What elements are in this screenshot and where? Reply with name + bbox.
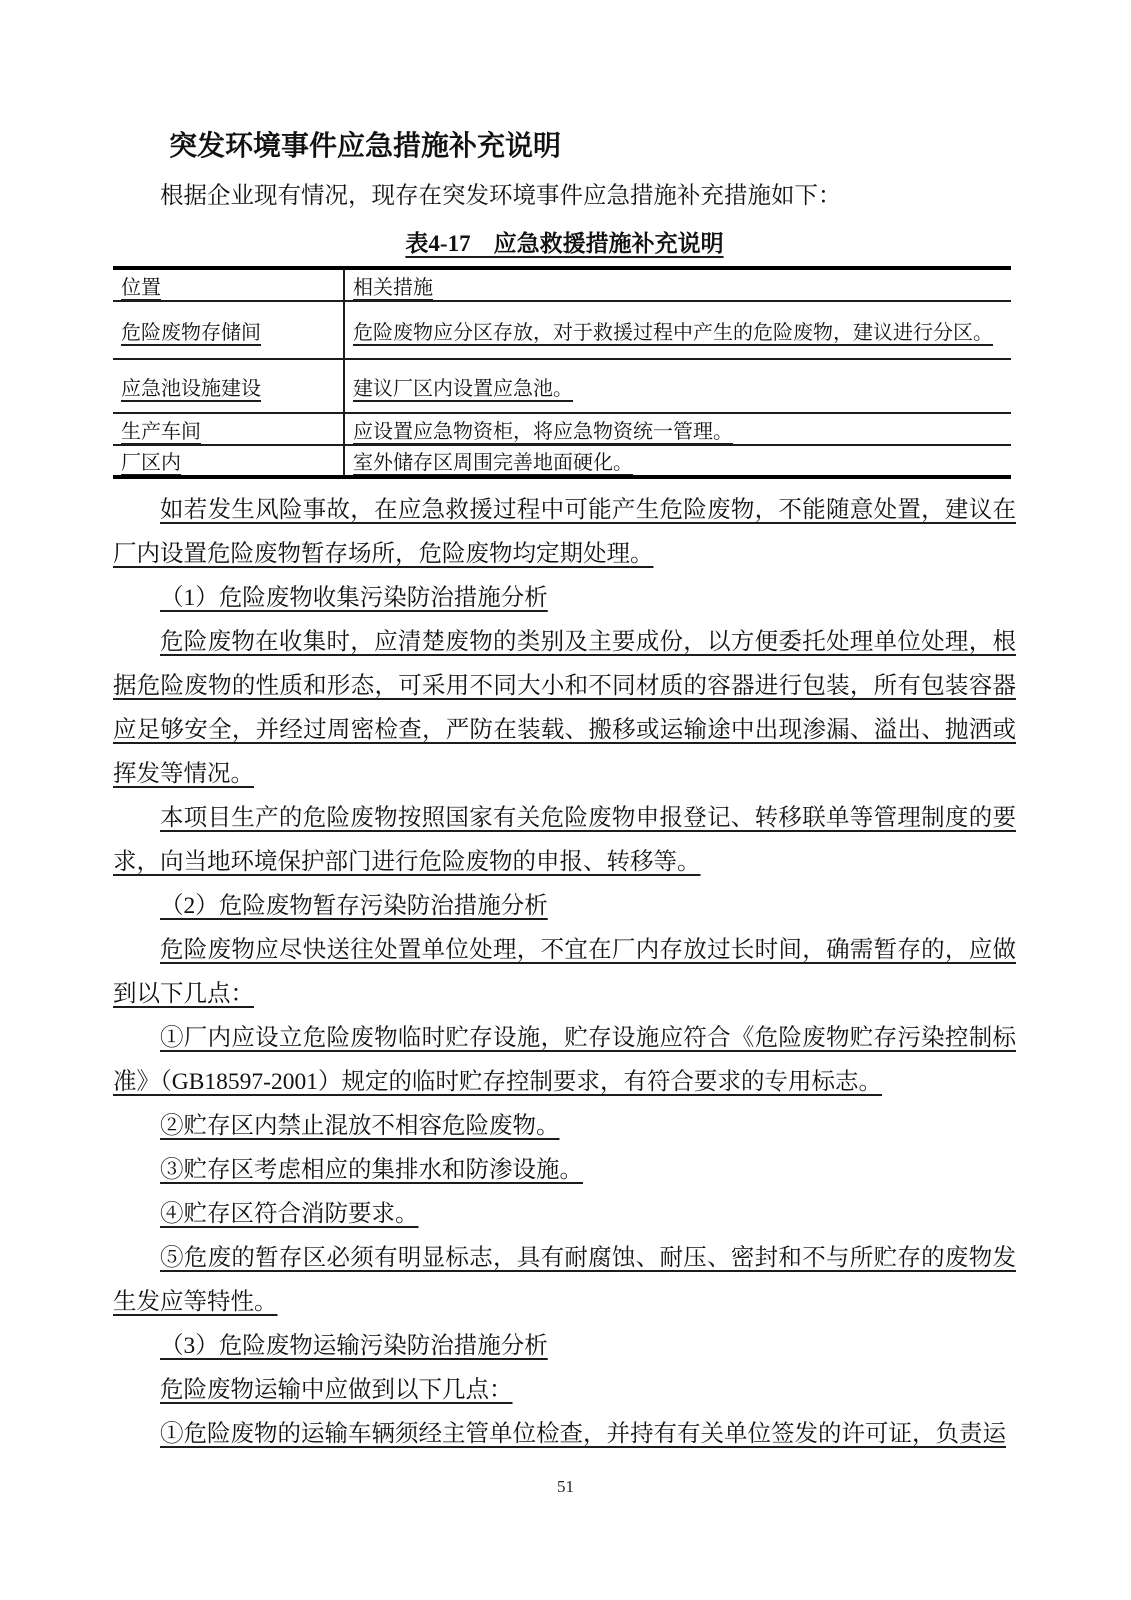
cell-location-text: 厂区内 <box>121 452 181 474</box>
table-row <box>113 445 1011 477</box>
cell-measure-text: 应设置应急物资柜，将应急物资统一管理。 <box>353 420 733 443</box>
table-title <box>113 230 1016 258</box>
cell-measure <box>344 301 1011 359</box>
table-header-row <box>113 268 1011 301</box>
cell-measure-text: 建议厂区内设置应急池。 <box>353 377 573 400</box>
paragraph-subheading-transport: （3）危险废物运输污染防治措施分析 <box>160 1333 548 1359</box>
table-row <box>113 301 1011 359</box>
paragraph-declaration: 本项目生产的危险废物按照国家有关危险废物申报登记、转移联单等管理制度的要求，向当地环境保护部门进行危险废物的申报、转移等。 <box>113 805 1016 875</box>
emergency-measures-table <box>113 266 1011 479</box>
page-number: 51 <box>557 1477 574 1496</box>
paragraph-storage-point-2: ②贮存区内禁止混放不相容危险废物。 <box>160 1113 560 1139</box>
page-content <box>113 0 1016 1456</box>
cell-location <box>113 413 344 445</box>
body-text <box>113 488 1016 1456</box>
table-row <box>113 413 1011 445</box>
cell-location-text: 生产车间 <box>121 420 201 443</box>
table-title-text: 表4-17 应急救援措施补充说明 <box>405 231 724 256</box>
column-header-location: 位置 <box>121 276 161 299</box>
cell-measure-text: 室外储存区周围完善地面硬化。 <box>353 452 633 474</box>
header-cell-location <box>113 268 344 301</box>
paragraph-transport-point-1: ①危险废物的运输车辆须经主管单位检查，并持有有关单位签发的许可证，负责运 <box>160 1421 1006 1447</box>
paragraph-storage-point-4: ④贮存区符合消防要求。 <box>160 1201 419 1227</box>
intro-paragraph: 根据企业现有情况，现存在突发环境事件应急措施补充措施如下： <box>160 183 842 209</box>
cell-location-text: 应急池设施建设 <box>121 377 261 400</box>
cell-measure <box>344 445 1011 477</box>
paragraph-transport-intro: 危险废物运输中应做到以下几点： <box>160 1377 513 1403</box>
column-header-measures: 相关措施 <box>353 276 433 299</box>
cell-measure <box>344 413 1011 445</box>
cell-measure-text: 危险废物应分区存放，对于救援过程中产生的危险废物，建议进行分区。 <box>353 321 993 344</box>
paragraph-storage-point-1: ①厂内应设立危险废物临时贮存设施，贮存设施应符合《危险废物贮存污染控制标准》（GB18597-2001）规定的临时贮存控制要求，有符合要求的专用标志。 <box>113 1025 1016 1095</box>
cell-location <box>113 301 344 359</box>
paragraph-subheading-storage: （2）危险废物暂存污染防治措施分析 <box>160 893 548 919</box>
paragraph-storage-intro: 危险废物应尽快送往处置单位处理，不宜在厂内存放过长时间，确需暂存的，应做到以下几点： <box>113 937 1016 1007</box>
header-cell-measures <box>344 268 1011 301</box>
cell-location-text: 危险废物存储间 <box>121 321 261 344</box>
paragraph-collection-detail: 危险废物在收集时，应清楚废物的类别及主要成份，以方便委托处理单位处理，根据危险废物的性质和形态，可采用不同大小和不同材质的容器进行包装，所有包装容器应足够安全，并经过周密检查，严防在装载、搬移或运输途中出现渗漏、溢出、抛洒或挥发等情况。 <box>113 629 1016 787</box>
cell-measure <box>344 359 1011 413</box>
cell-location <box>113 359 344 413</box>
section-heading: 突发环境事件应急措施补充说明 <box>169 131 562 162</box>
table-row <box>113 359 1011 413</box>
cell-location <box>113 445 344 477</box>
paragraph-subheading-collection: （1）危险废物收集污染防治措施分析 <box>160 585 548 611</box>
paragraph-storage-point-5: ⑤危废的暂存区必须有明显标志，具有耐腐蚀、耐压、密封和不与所贮存的废物发生发应等特性。 <box>113 1245 1016 1315</box>
paragraph-risk-accident: 如若发生风险事故，在应急救援过程中可能产生危险废物，不能随意处置，建议在厂内设置危险废物暂存场所，危险废物均定期处理。 <box>113 497 1016 567</box>
paragraph-storage-point-3: ③贮存区考虑相应的集排水和防渗设施。 <box>160 1157 583 1183</box>
